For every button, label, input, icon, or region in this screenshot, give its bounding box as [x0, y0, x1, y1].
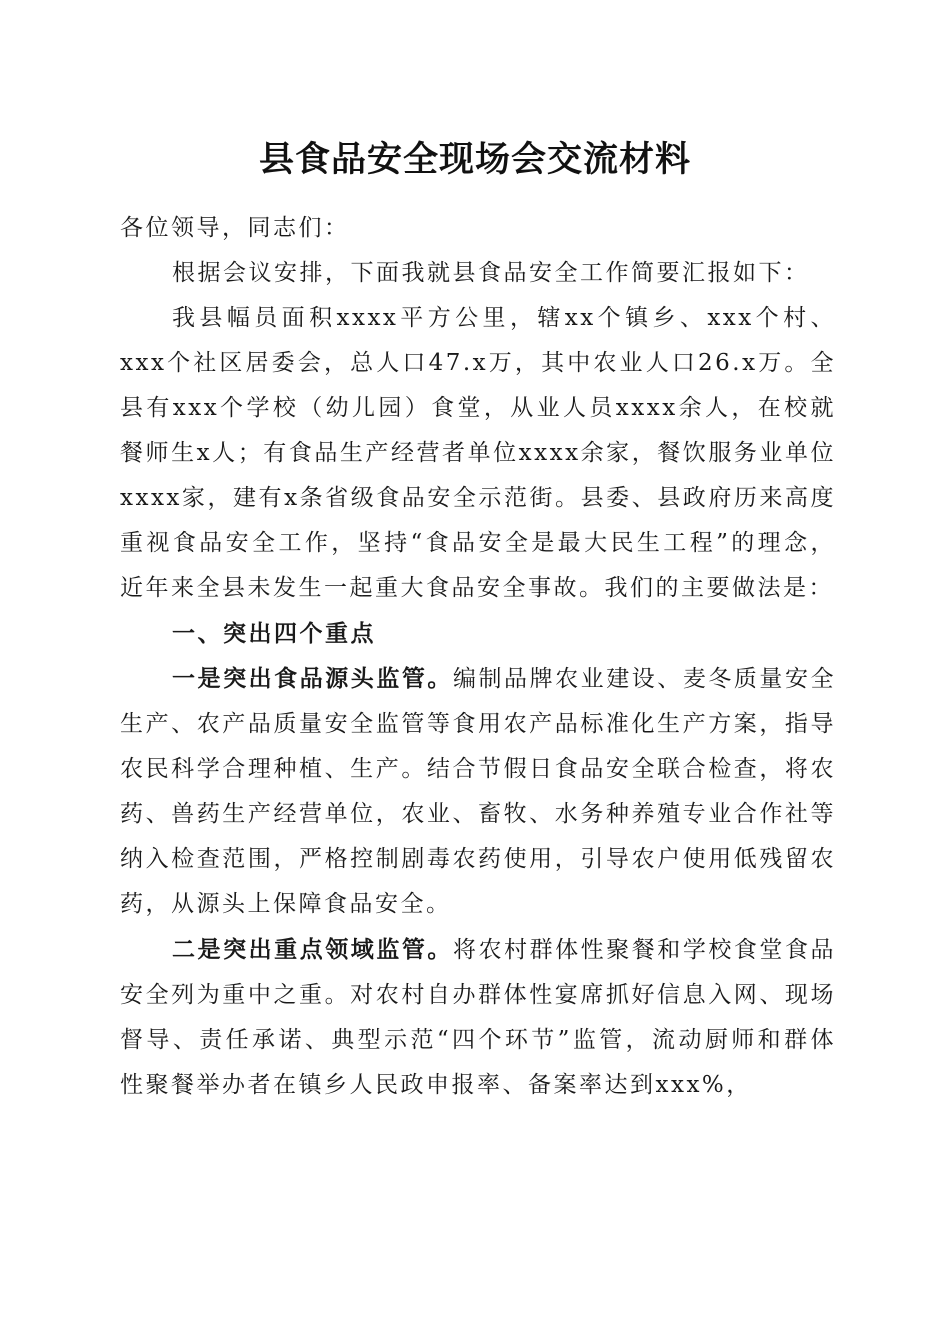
point-paragraph-1 [120, 656, 836, 927]
intro-paragraph: 根据会议安排，下面我就县食品安全工作简要汇报如下： [172, 260, 810, 286]
salutation: 各位领导，同志们： [120, 215, 350, 241]
overview-paragraph: 我县幅员面积xxxx平方公里，辖xx个镇乡、xxx个村、xxx个社区居委会，总人口47.x万，其中农业人口26.x万。全县有xxx个学校（幼儿园）食堂，从业人员xxxx余人，在校就餐师生x人；有食品生产经营者单位xxxx余家，餐饮服务业单位xxxx家，建有x条省级食品安全示范街。县委、县政府历来高度重视食品安全工作，坚持“食品安全是最大民生工程”的理念，近年来全县未发生一起重大食品安全事故。我们的主要做法是： [120, 305, 836, 601]
point-lead-2: 二是突出重点领域监管。 [172, 936, 453, 963]
document-body [120, 206, 836, 1108]
point-paragraph-2 [120, 927, 836, 1108]
section-heading: 一、突出四个重点 [172, 620, 376, 647]
point-lead-1: 一是突出食品源头监管。 [172, 665, 453, 692]
document-title: 县食品安全现场会交流材料 [258, 139, 691, 180]
point-body-1: 编制品牌农业建设、麦冬质量安全生产、农产品质量安全监管等食用农产品标准化生产方案，指导农民科学合理种植、生产。结合节假日食品安全联合检查，将农药、兽药生产经营单位，农业、畜牧、水务种养殖专业合作社等纳入检查范围，严格控制剧毒农药使用，引导农户使用低残留农药，从源头上保障食品安全。 [120, 666, 837, 917]
point-body-2: 将农村群体性聚餐和学校食堂食品安全列为重中之重。对农村自办群体性宴席抓好信息入网、现场督导、责任承诺、典型示范“四个环节”监管，流动厨师和群体性聚餐举办者在镇乡人民政申报率、备案率达到xxx%， [120, 937, 837, 1098]
